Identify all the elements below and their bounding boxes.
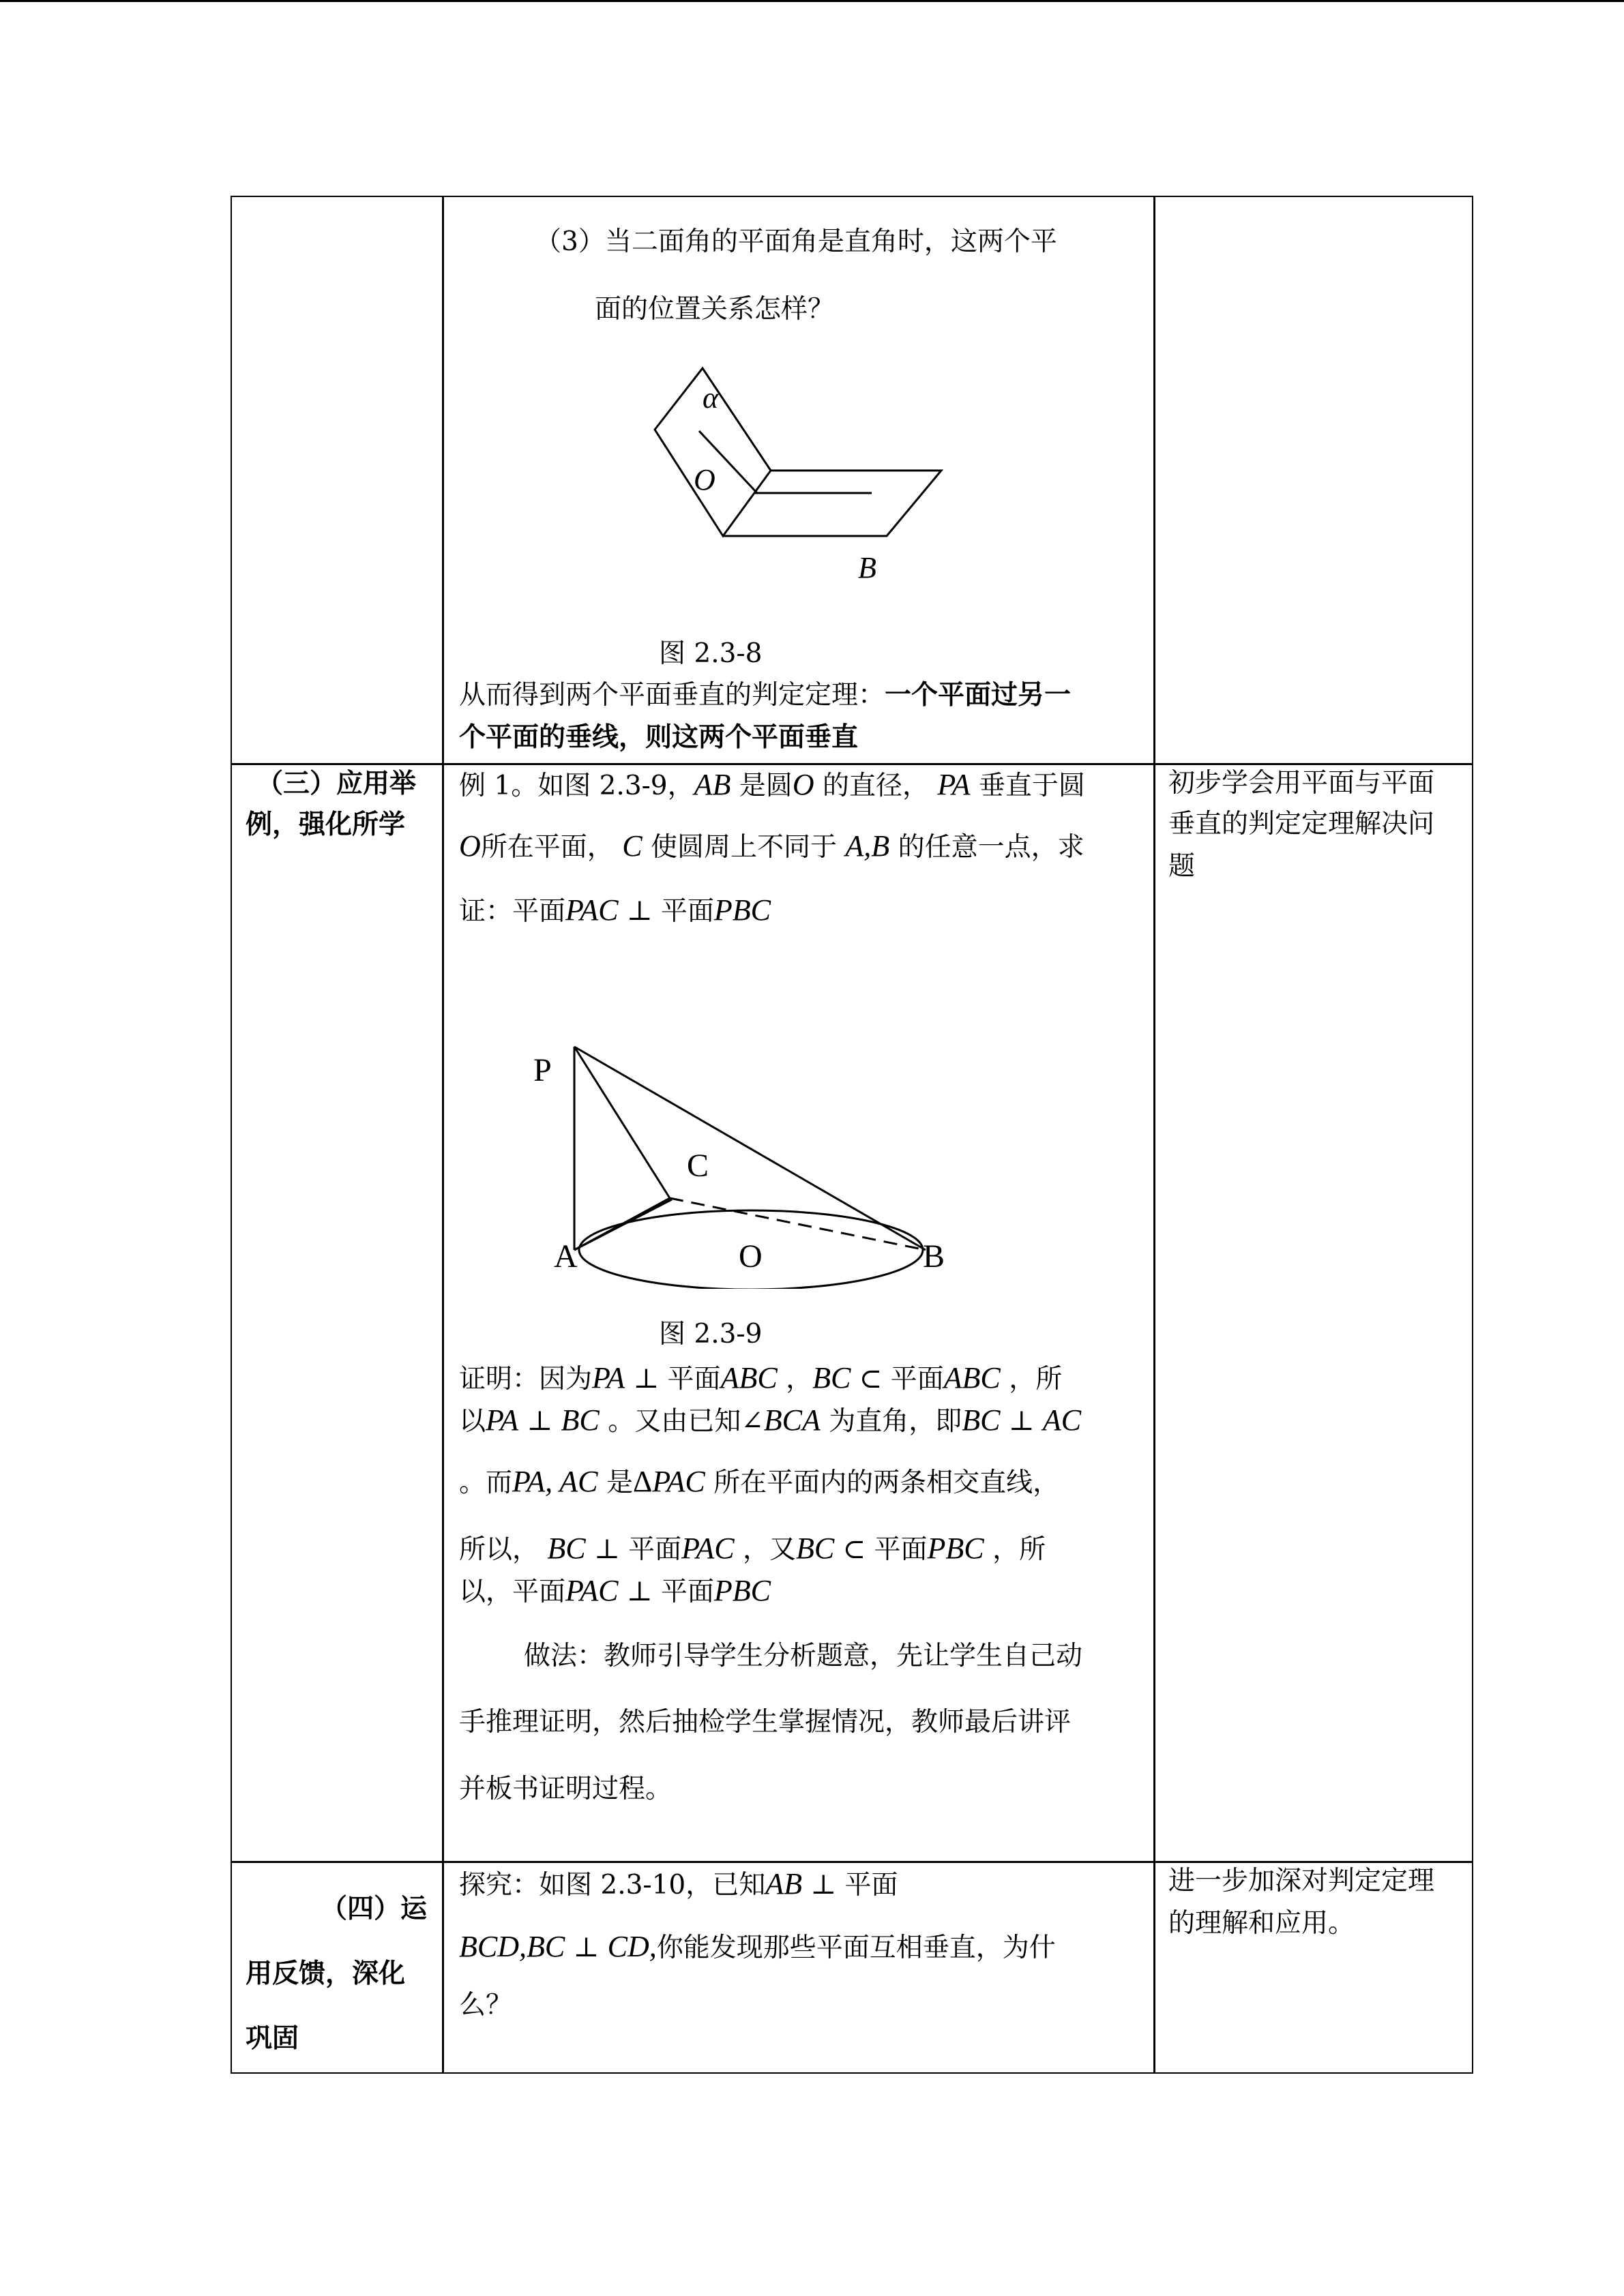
question-line-2: 面的位置关系怎样？ — [595, 294, 835, 325]
plane-beta-outline — [723, 471, 941, 536]
alpha-label: α — [703, 381, 719, 415]
goal-3-line-1: 初步学会用平面与平面 — [1168, 768, 1435, 799]
theorem-line-2: 个平面的垂线，则这两个平面垂直 — [459, 721, 859, 753]
stage-3-line-1: （三）应用举 — [256, 768, 417, 799]
page-top-border — [0, 0, 1624, 2]
segment-pc — [574, 1047, 670, 1198]
question-line-1: （3）当二面角的平面角是直角时，这两个平 — [535, 226, 1057, 257]
example-line-1: 例 1。如图 2.3-9，AB 是圆O 的直径， PA 垂直于圆 — [459, 768, 1085, 801]
stage-4-line-2: 用反馈，深化 — [246, 1958, 406, 1989]
explore-line-1: 探究：如图 2.3-10，已知AB ⊥ 平面 — [459, 1867, 898, 1900]
goal-4-line-2: 的理解和应用。 — [1168, 1908, 1355, 1939]
point-a-label: A — [554, 1238, 578, 1274]
row-divider-2 — [232, 1861, 1472, 1863]
point-b-label: B — [858, 551, 876, 584]
row-divider-1 — [232, 763, 1472, 765]
stage-3-line-2: 例，强化所学 — [246, 809, 406, 840]
example-line-3: 证：平面PAC ⊥ 平面PBC — [459, 893, 771, 927]
figure-caption-2-3-9: 图 2.3-9 — [659, 1319, 763, 1350]
proof-line-5: 以，平面PAC ⊥ 平面PBC — [459, 1574, 771, 1607]
segment-bc-dashed — [670, 1198, 926, 1250]
proof-line-1: 证明：因为PA ⊥ 平面ABC ，BC ⊂ 平面ABC ，所 — [459, 1361, 1063, 1395]
method-line-2: 手推理证明，然后抽检学生掌握情况，教师最后讲评 — [459, 1707, 1072, 1738]
column-divider-1 — [442, 197, 444, 2072]
goal-3-line-2: 垂直的判定定理解决问 — [1168, 809, 1435, 839]
circle-triangle-figure — [525, 1037, 1003, 1289]
point-o-label: O — [739, 1238, 763, 1274]
goal-3-line-3: 题 — [1168, 851, 1196, 882]
theorem-line-1: 从而得到两个平面垂直的判定定理：一个平面过另一 — [459, 679, 1072, 711]
method-line-3: 并板书证明过程。 — [459, 1774, 673, 1804]
method-line-1: 做法：教师引导学生分析题意，先让学生自己动 — [524, 1641, 1083, 1671]
point-o-label: O — [694, 463, 715, 496]
figure-caption-2-3-8: 图 2.3-8 — [659, 638, 763, 669]
point-p-label: P — [533, 1052, 552, 1088]
explore-line-2: BCD,BC ⊥ CD,你能发现那些平面互相垂直，为什 — [459, 1930, 1056, 1963]
segment-pb — [574, 1047, 926, 1250]
stage-4-line-3: 巩固 — [246, 2023, 299, 2054]
dihedral-angle-figure — [614, 348, 969, 600]
point-c-label: C — [687, 1148, 709, 1184]
proof-line-2: 以PA ⊥ BC 。又由已知∠BCA 为直角，即BC ⊥ AC — [459, 1403, 1082, 1437]
goal-4-line-1: 进一步加深对判定定理 — [1168, 1866, 1435, 1896]
column-divider-2 — [1153, 197, 1155, 2072]
point-b-label: B — [923, 1238, 945, 1274]
stage-4-line-1: （四）运 — [321, 1893, 428, 1924]
segment-ac-inner — [574, 1199, 672, 1250]
proof-line-4: 所以， BC ⊥ 平面PAC ，又BC ⊂ 平面PBC ，所 — [459, 1532, 1046, 1565]
example-line-2: O所在平面， C 使圆周上不同于 A,B 的任意一点，求 — [459, 829, 1084, 863]
proof-line-3: 。而PA, AC 是ΔPAC 所在平面内的两条相交直线， — [459, 1465, 1060, 1498]
explore-line-3: 么？ — [459, 1990, 513, 2021]
